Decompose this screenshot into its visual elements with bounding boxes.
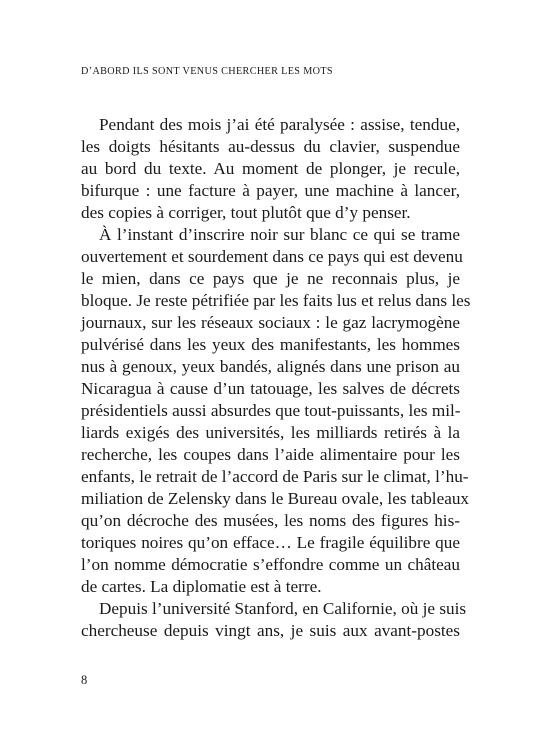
text-line: Nicaragua à cause d’un tatouage, les salves de décrets (81, 379, 460, 398)
text-line: l’on nomme démocratie s’effondre comme un château (81, 555, 460, 574)
text-line: bifurque : une facture à payer, une machine à lancer, (81, 181, 460, 200)
text-line: Pendant des mois j’ai été paralysée : assise, tendue, (99, 115, 460, 134)
body-text (81, 114, 471, 642)
text-line: Depuis l’université Stanford, en Californie, où je suis (99, 599, 467, 618)
text-line: À l’instant d’inscrire noir sur blanc ce qui se trame (99, 225, 460, 244)
text-line: journaux, sur les réseaux sociaux : le gaz lacrymogène (81, 313, 460, 332)
running-head: D’ABORD ILS SONT VENUS CHERCHER LES MOTS (81, 66, 333, 77)
text-line: pulvérisé dans les yeux des manifestants, les hommes (81, 335, 460, 354)
text-line: miliation de Zelensky dans le Bureau ovale, les tableaux (81, 489, 470, 508)
page-number: 8 (81, 673, 88, 687)
text-line: bloque. Je reste pétrifiée par les faits lus et relus dans les (81, 291, 471, 310)
text-line: toriques noires qu’on efface… Le fragile équilibre que (81, 533, 460, 552)
text-line: ouvertement et sourdement dans ce pays qui est devenu (81, 247, 463, 266)
text-line: liards exigés des universités, les milliards retirés à la (81, 423, 460, 442)
text-line: recherche, les coupes dans l’aide alimentaire pour les (81, 445, 460, 464)
text-line: chercheuse depuis vingt ans, je suis aux avant-postes (81, 621, 460, 640)
text-line: qu’on décroche des musées, les noms des figures his- (81, 511, 460, 530)
text-line: au bord du texte. Au moment de plonger, je recule, (81, 159, 460, 178)
text-line: de cartes. La diplomatie est à terre. (81, 577, 322, 596)
text-line: des copies à corriger, tout plutôt que d’y penser. (81, 203, 411, 222)
text-line: enfants, le retrait de l’accord de Paris sur le climat, l’hu- (81, 467, 469, 486)
text-line: le mien, dans ce pays que je ne reconnais plus, je (81, 269, 460, 288)
text-line: nus à genoux, yeux bandés, alignés dans une prison au (81, 357, 460, 376)
text-line: présidentiels aussi absurdes que tout-puissants, les mil- (81, 401, 461, 420)
text-line: les doigts hésitants au-dessus du clavier, suspendue (81, 137, 460, 156)
